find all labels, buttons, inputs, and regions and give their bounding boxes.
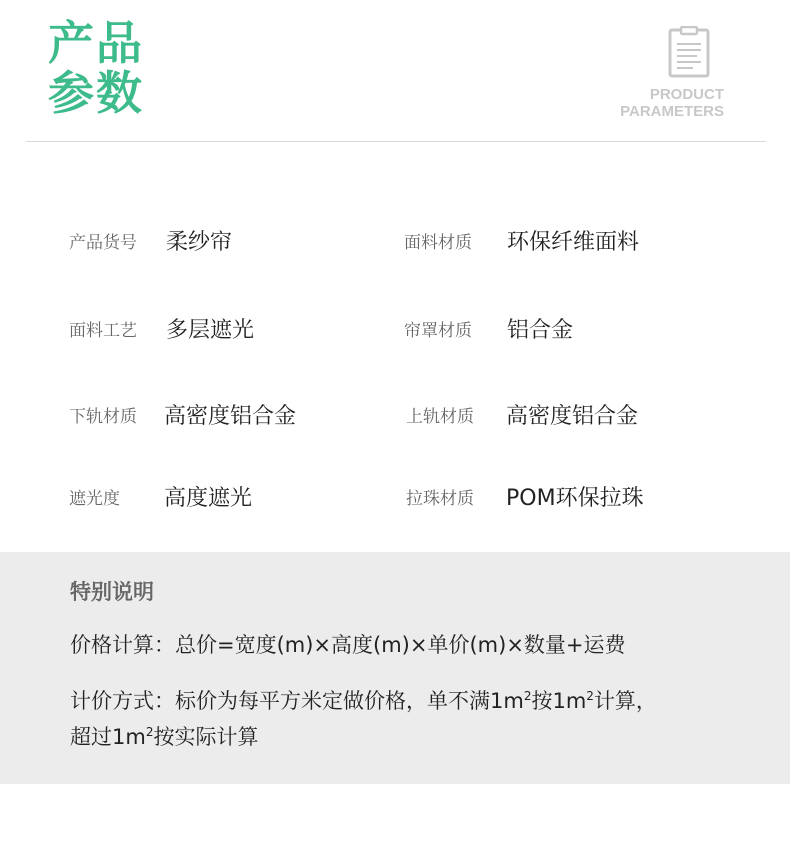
pricing-rule-line-1 xyxy=(70,684,657,718)
superscript: 2 xyxy=(145,725,154,739)
title-line-1: 产品 xyxy=(48,16,144,70)
page-subtitle xyxy=(524,86,724,120)
param-label: 面料工艺 xyxy=(69,320,137,341)
note-title: 特别说明 xyxy=(70,580,154,604)
superscript: 2 xyxy=(586,689,594,703)
param-row xyxy=(0,220,790,260)
param-label: 拉珠材质 xyxy=(406,488,474,509)
param-label: 帘罩材质 xyxy=(404,320,472,341)
pricing-rule-text: 超过1m xyxy=(70,725,146,749)
parameter-table xyxy=(0,142,790,552)
param-value: 铝合金 xyxy=(507,317,574,343)
param-row xyxy=(0,476,790,516)
param-label: 遮光度 xyxy=(69,488,120,509)
param-value: 高度遮光 xyxy=(164,485,253,511)
param-row xyxy=(0,394,790,434)
subtitle-line-2: PARAMETERS xyxy=(620,103,724,120)
param-label: 上轨材质 xyxy=(406,406,474,427)
price-formula: 价格计算：总价=宽度(m)×高度(m)×单价(m)×数量+运费 xyxy=(70,633,626,657)
param-row xyxy=(0,308,790,348)
pricing-rule-text: 按实际计算 xyxy=(153,725,259,749)
pricing-rule-text: 计价方式：标价为每平方米定做价格，单不满1m xyxy=(70,689,524,713)
subtitle-line-1: PRODUCT xyxy=(649,86,724,103)
header xyxy=(0,0,790,142)
pricing-rule-line-2 xyxy=(70,720,258,754)
param-label: 产品货号 xyxy=(69,232,137,253)
param-label: 面料材质 xyxy=(404,232,472,253)
param-value: 高密度铝合金 xyxy=(506,403,639,429)
param-value: 多层遮光 xyxy=(166,317,255,343)
pricing-rule-text: 按1m xyxy=(531,689,587,713)
param-value: 柔纱帘 xyxy=(166,229,233,255)
special-note-section xyxy=(0,552,790,784)
clipboard-icon xyxy=(668,26,710,78)
pricing-rule-text: 计算， xyxy=(593,689,657,713)
superscript: 2 xyxy=(523,689,532,703)
param-label: 下轨材质 xyxy=(69,406,137,427)
param-value: 环保纤维面料 xyxy=(507,229,640,255)
param-value: 高密度铝合金 xyxy=(164,403,297,429)
title-line-2: 参数 xyxy=(48,66,144,120)
param-value: POM环保拉珠 xyxy=(506,485,644,511)
page-title xyxy=(48,18,144,118)
